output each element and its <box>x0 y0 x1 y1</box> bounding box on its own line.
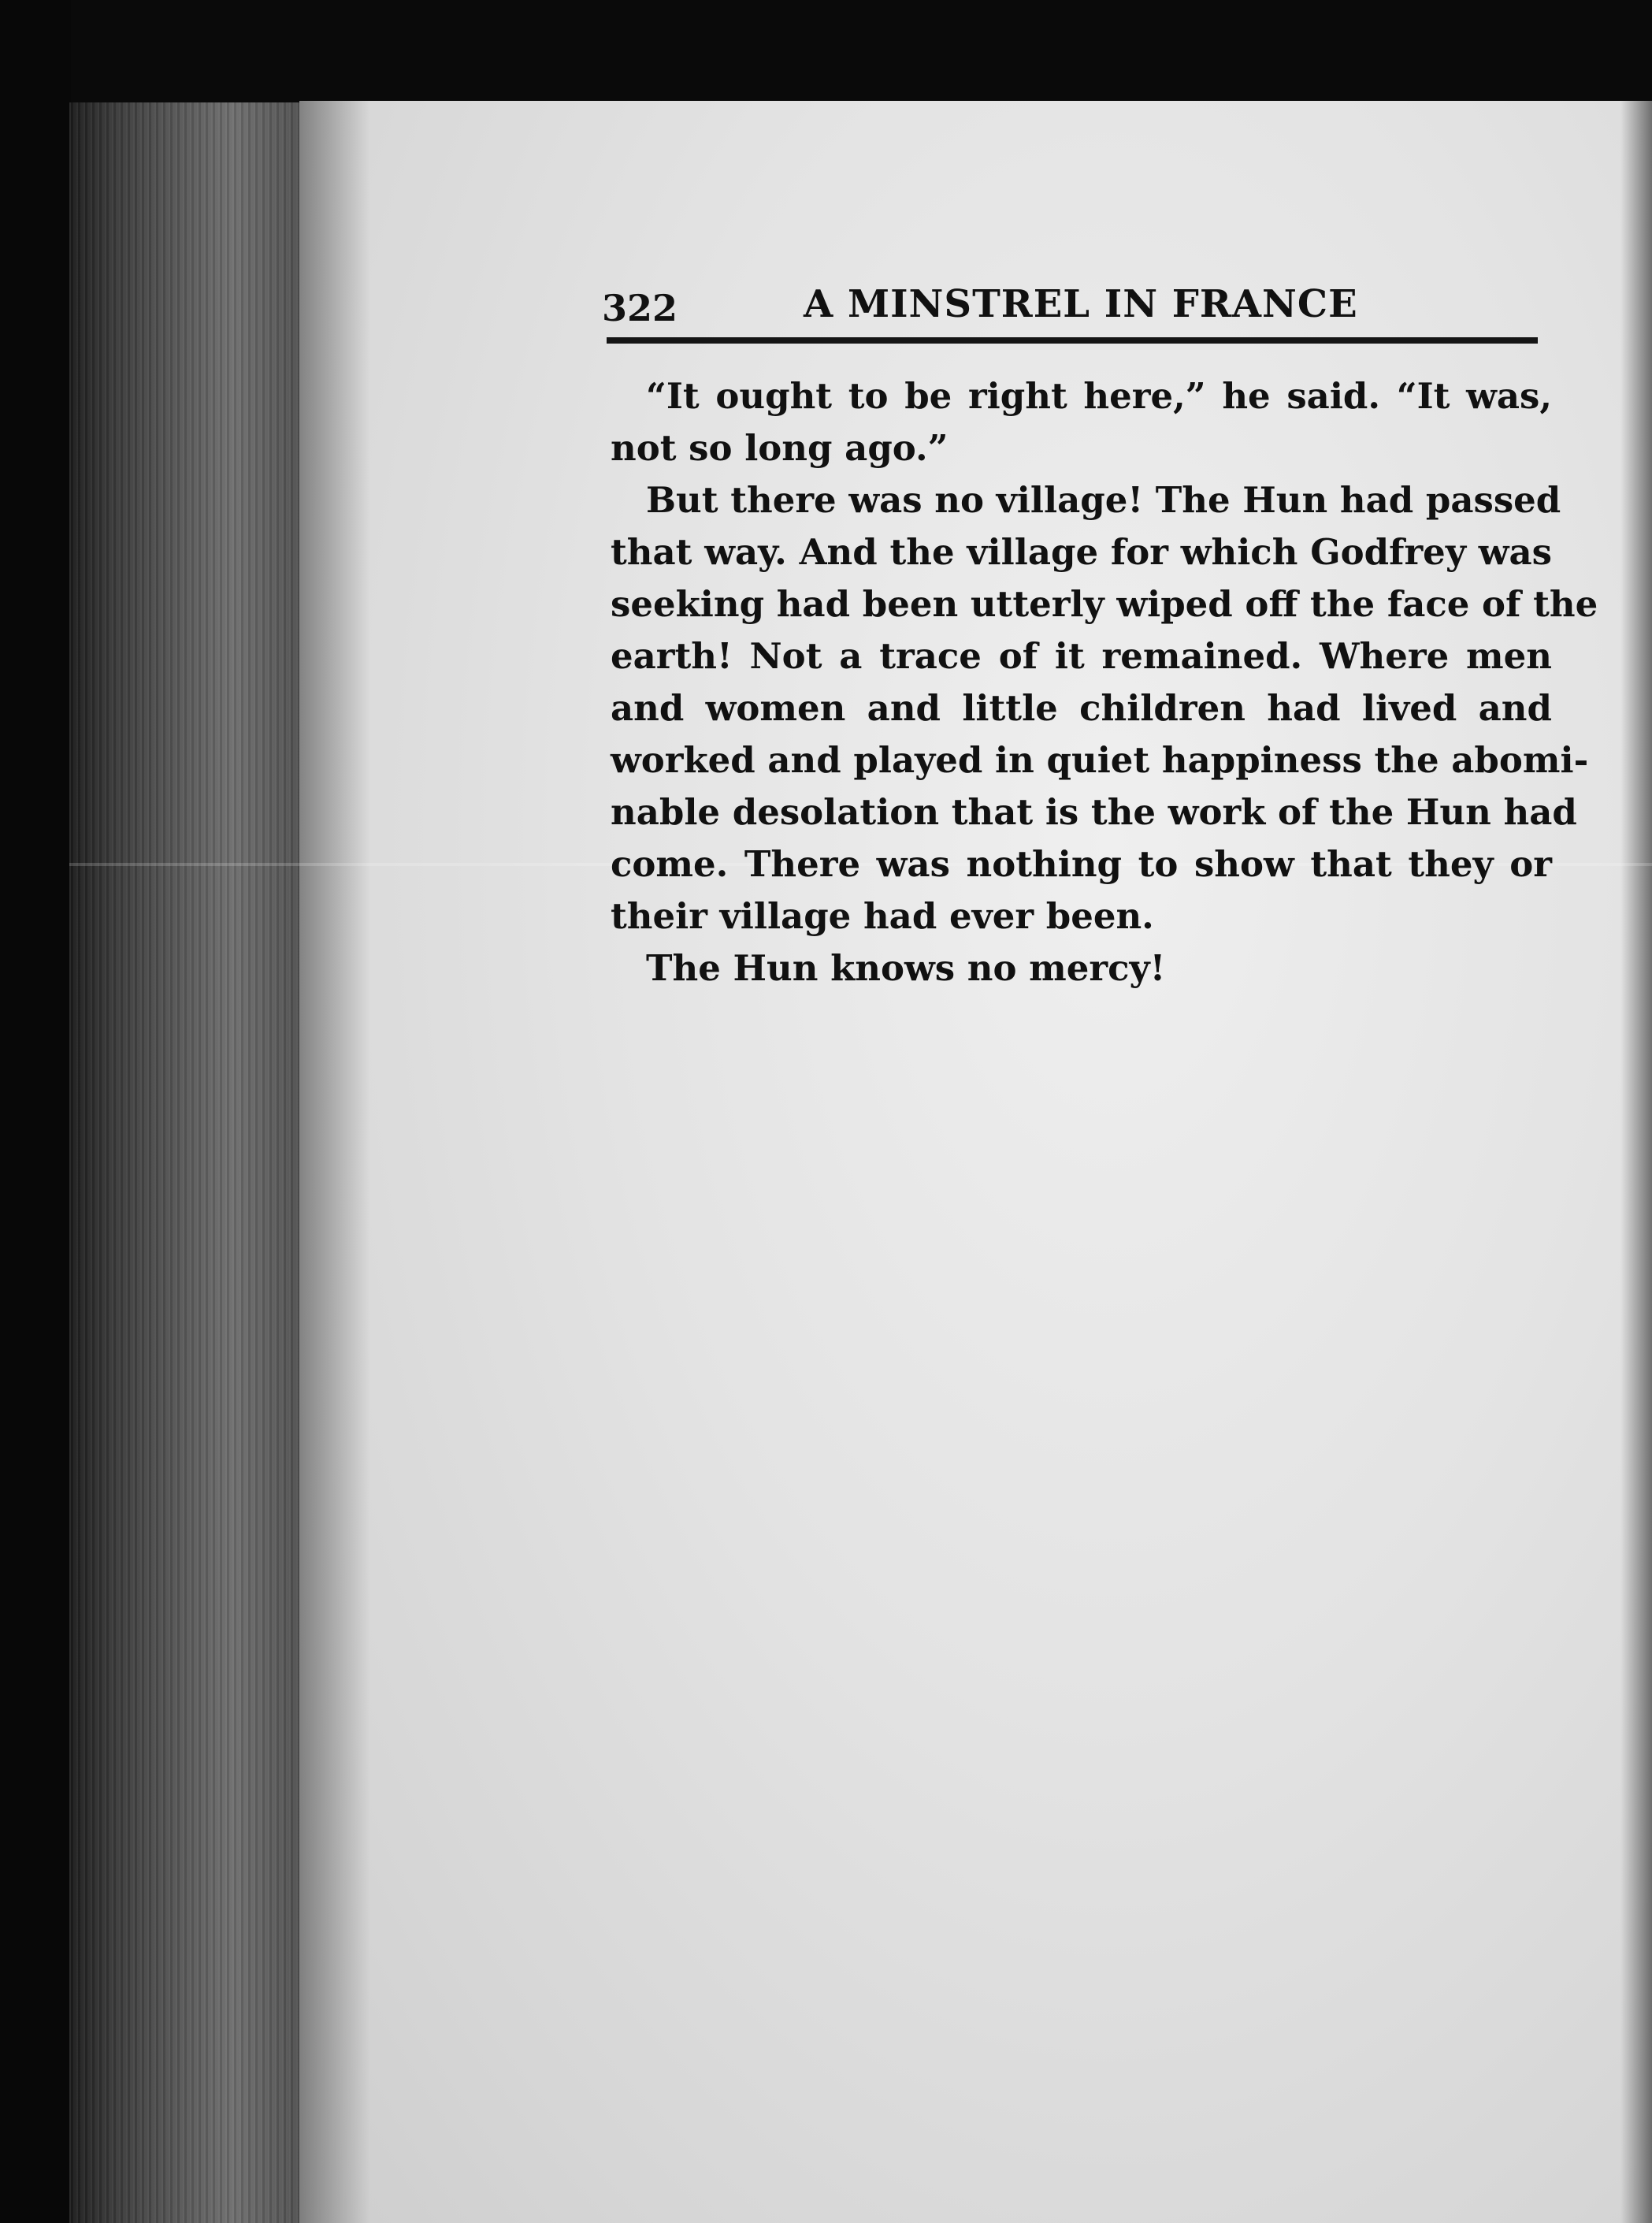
page-number: 322 <box>602 287 678 329</box>
text-line: seeking had been utterly wiped off the face of the <box>611 583 1598 625</box>
text-line: their village had ever been. <box>611 895 1154 937</box>
text-line: “It ought to be right here,” he said. “It was, <box>646 375 1552 417</box>
text-line: not so long ago.” <box>611 427 949 469</box>
page-binding-shadow <box>299 101 370 2223</box>
text-line: worked and played in quiet happiness the abomi- <box>611 739 1589 781</box>
text-line: The Hun knows no mercy! <box>646 947 1166 989</box>
text-line: that way. And the village for which Godfrey was <box>611 531 1552 573</box>
page-edge-right <box>1620 101 1652 2223</box>
text-line: But there was no village! The Hun had passed <box>646 479 1561 521</box>
text-line: earth! Not a trace of it remained. Where men <box>611 635 1552 677</box>
body-text <box>611 370 1598 994</box>
scan-border-top <box>0 0 1652 106</box>
text-line: nable desolation that is the work of the Hun had <box>611 791 1577 833</box>
running-title: A MINSTREL IN FRANCE <box>804 282 1358 326</box>
text-line: come. There was nothing to show that they or <box>611 843 1552 885</box>
header-rule <box>607 337 1538 344</box>
scan-border-left <box>0 0 71 2223</box>
running-header <box>591 282 1536 329</box>
text-line: and women and little children had lived and <box>611 687 1552 729</box>
